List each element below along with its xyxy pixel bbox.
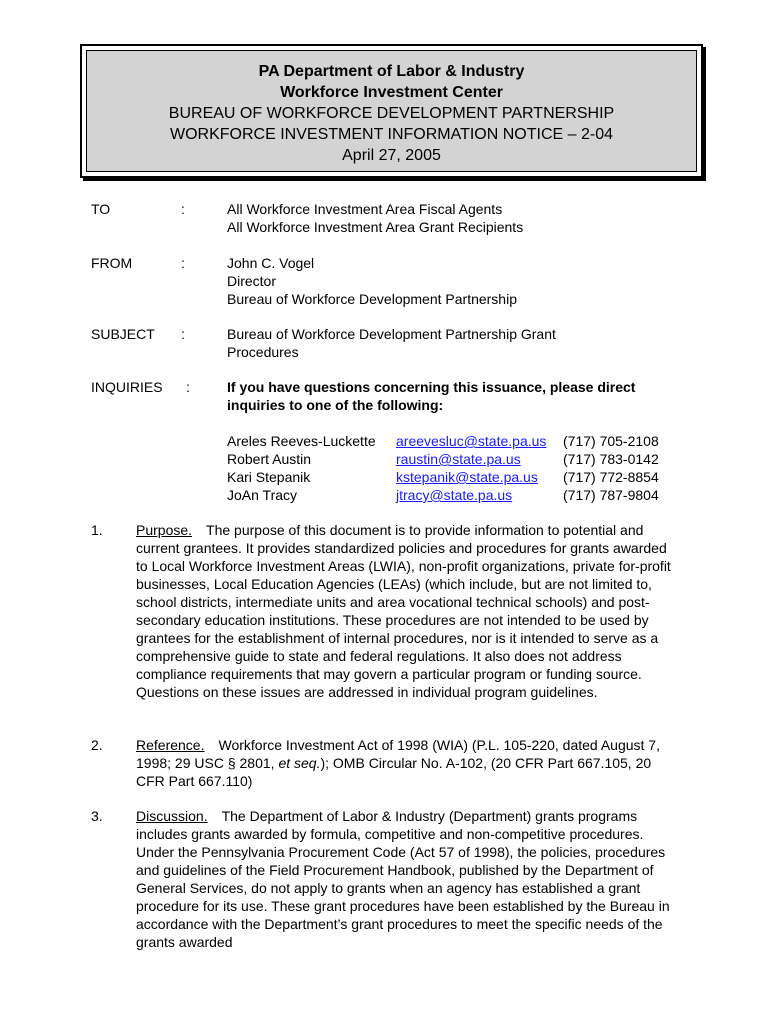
memo-inquiries-line: inquiries to one of the following: — [227, 397, 444, 413]
memo-from — [91, 254, 691, 308]
section-text: The purpose of this document is to provide information to potential and current grantees. It provides standardized policies and procedures for grants awarded to Local Workforce Investment Areas (LWIA), non-profit organizations, private for-profit businesses, Local Education Agencies (LEAs) (which include, but are not limited to, school districts, intermediate units and area vocational technical schools) and post-secondary education institutions. These procedures are not intended to be used by grantees for the establishment of internal procedures, nor is it intended to serve as a comprehensive guide to state and federal regulations. It also does not address compliance requirements that may govern a particular program or funding source. Questions on these issues are addressed in individual program guidelines. — [136, 522, 671, 700]
section-text: The Department of Labor & Industry (Department) grants programs includes grants awarded by formula, competitive and non-competitive procedures. Under the Pennsylvania Procurement Code (Act 57 of 1998), the policies, procedures and guidelines of the Field Procurement Handbook, published by the Department of General Services, do not apply to grants when an agency has established a grant procedure for its use. These grant procedures have been established by the Bureau in accordance with the Department’s grant procedures to meet the specific needs of the grants awarded — [136, 808, 670, 950]
section-body — [136, 521, 681, 701]
memo-from-line: John C. Vogel — [227, 255, 315, 271]
memo-from-colon: : — [181, 255, 185, 271]
section-title: Reference. — [136, 737, 205, 753]
memo-inquiries-colon: : — [186, 379, 190, 395]
memo-subject-colon: : — [181, 326, 185, 342]
center-name: Workforce Investment Center — [280, 84, 503, 101]
memo-from-line: Bureau of Workforce Development Partnership — [227, 291, 517, 307]
contact-name: Areles Reeves-Luckette — [227, 433, 376, 449]
section-number: 1. — [91, 522, 103, 538]
contact-email-link[interactable]: raustin@state.pa.us — [396, 451, 521, 467]
memo-inquiries-value — [227, 378, 635, 414]
memo-to-colon: : — [181, 201, 185, 217]
contact-row — [227, 432, 687, 450]
notice-header-box — [80, 44, 703, 178]
contact-name: Robert Austin — [227, 451, 312, 467]
memo-subject-label: SUBJECT — [91, 326, 155, 342]
memo-inquiries-line: If you have questions concerning this issuance, please direct — [227, 379, 636, 395]
contact-row — [227, 468, 687, 486]
contact-phone: (717) 783-0142 — [563, 451, 659, 467]
department-name: PA Department of Labor & Industry — [258, 63, 525, 80]
memo-from-line: Director — [227, 273, 277, 289]
section-text: Workforce Investment Act of 1998 (WIA) (P.L. 105-220, dated August 7, 1998; 29 USC § 2801, — [136, 737, 660, 771]
contact-list — [227, 432, 687, 504]
section-body — [136, 807, 681, 951]
section-text-italic: et seq. — [278, 755, 321, 771]
memo-from-value — [227, 254, 517, 308]
section-title: Purpose. — [136, 522, 193, 538]
section-purpose — [91, 521, 681, 701]
section-reference — [91, 736, 681, 790]
section-number: 3. — [91, 808, 103, 824]
section-body — [136, 736, 681, 790]
contact-phone: (717) 787-9804 — [563, 487, 659, 503]
contact-row — [227, 450, 687, 468]
notice-header — [86, 50, 697, 172]
memo-subject-line: Bureau of Workforce Development Partnership Grant — [227, 326, 556, 342]
memo-to — [91, 200, 691, 236]
memo-to-line: All Workforce Investment Area Grant Recipients — [227, 219, 524, 235]
memo-to-line: All Workforce Investment Area Fiscal Agents — [227, 201, 503, 217]
memo-inquiries — [91, 378, 691, 414]
memo-subject-value — [227, 325, 556, 361]
notice-number: WORKFORCE INVESTMENT INFORMATION NOTICE – 2-04 — [170, 126, 613, 143]
contact-phone: (717) 772-8854 — [563, 469, 659, 485]
contact-email-link[interactable]: jtracy@state.pa.us — [396, 487, 513, 503]
contact-phone: (717) 705-2108 — [563, 433, 659, 449]
memo-subject — [91, 325, 691, 361]
section-title: Discussion. — [136, 808, 208, 824]
memo-to-value — [227, 200, 523, 236]
contact-name: Kari Stepanik — [227, 469, 311, 485]
section-text: ); OMB Circular No. A-102, (20 CFR Part 667.105, 20 CFR Part 667.110) — [136, 755, 652, 789]
memo-subject-line: Procedures — [227, 344, 299, 360]
memo-inquiries-label: INQUIRIES — [91, 379, 163, 395]
memo-to-label: TO — [91, 201, 111, 217]
section-discussion — [91, 807, 681, 951]
contact-email-link[interactable]: areevesluc@state.pa.us — [396, 433, 547, 449]
memo-from-label: FROM — [91, 255, 133, 271]
contact-row — [227, 486, 687, 504]
bureau-name: BUREAU OF WORKFORCE DEVELOPMENT PARTNERSHIP — [168, 105, 615, 122]
notice-date: April 27, 2005 — [342, 147, 441, 164]
section-number: 2. — [91, 737, 103, 753]
contact-email-link[interactable]: kstepanik@state.pa.us — [396, 469, 538, 485]
contact-name: JoAn Tracy — [227, 487, 298, 503]
